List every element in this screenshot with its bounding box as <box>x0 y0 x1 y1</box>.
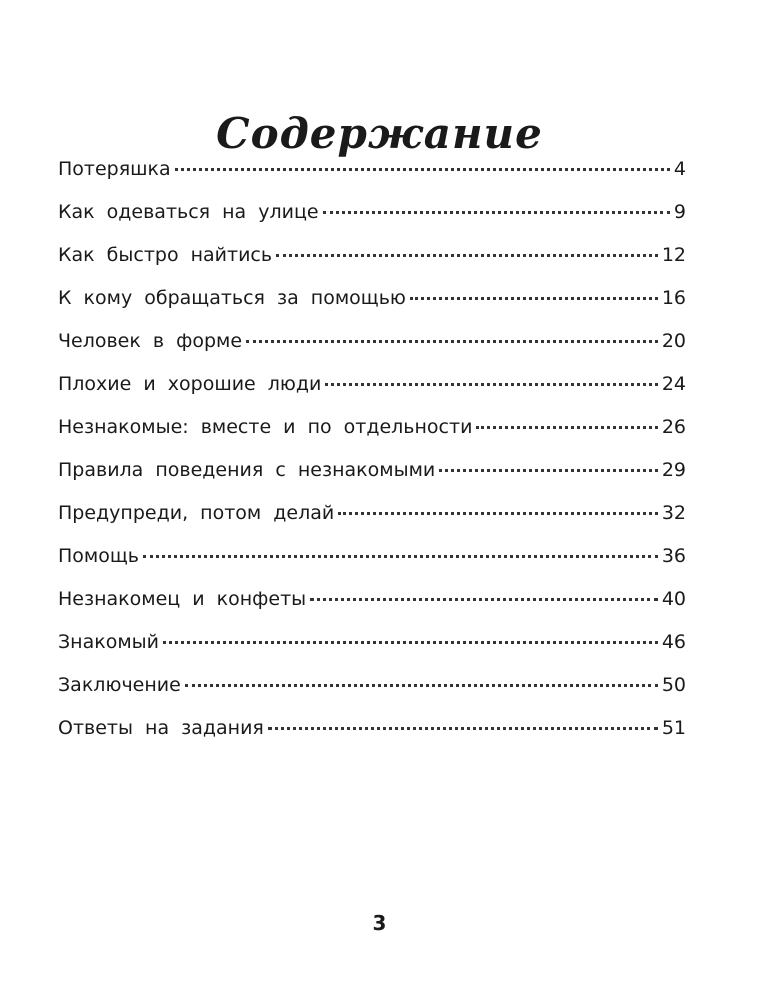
toc-entry <box>58 320 686 363</box>
toc-entry-title: Незнакомец и конфеты <box>58 588 307 610</box>
page-title: Содержание <box>216 109 543 159</box>
toc-entry <box>58 406 686 449</box>
toc-entry <box>58 234 686 277</box>
dot-leader <box>323 211 670 214</box>
toc-entry-page: 36 <box>661 545 686 567</box>
toc-entry-page: 32 <box>661 502 686 524</box>
toc-entry-page: 16 <box>661 287 686 309</box>
toc-entry-page: 40 <box>661 588 686 610</box>
toc-entry-title: Правила поведения с незнакомыми <box>58 459 436 481</box>
dot-leader <box>439 469 658 472</box>
dot-leader <box>476 426 657 429</box>
dot-leader <box>276 254 658 257</box>
toc-entry <box>58 191 686 234</box>
toc-entry-page: 9 <box>673 201 686 223</box>
toc-entry-page: 12 <box>661 244 686 266</box>
toc-entry <box>58 535 686 578</box>
table-of-contents <box>58 148 686 750</box>
toc-entry-page: 29 <box>661 459 686 481</box>
toc-entry <box>58 578 686 621</box>
toc-entry-title: Как одеваться на улице <box>58 201 319 223</box>
toc-entry-page: 50 <box>661 674 686 696</box>
toc-entry-title: Помощь <box>58 545 139 567</box>
toc-entry-page: 4 <box>673 158 686 180</box>
dot-leader <box>410 297 658 300</box>
toc-entry-page: 51 <box>661 717 686 739</box>
toc-entry-title: Ответы на задания <box>58 717 264 739</box>
toc-entry-title: Незнакомые: вместе и по отдельности <box>58 416 473 438</box>
page-number: 3 <box>372 911 387 935</box>
toc-entry-title: Заключение <box>58 674 181 696</box>
toc-entry <box>58 148 686 191</box>
toc-entry <box>58 449 686 492</box>
dot-leader <box>163 641 658 644</box>
toc-entry-page: 26 <box>661 416 686 438</box>
dot-leader <box>268 727 658 730</box>
toc-entry-page: 20 <box>661 330 686 352</box>
dot-leader <box>143 555 658 558</box>
toc-entry-title: Знакомый <box>58 631 160 653</box>
dot-leader <box>175 168 670 171</box>
toc-entry <box>58 621 686 664</box>
toc-entry-title: Плохие и хорошие люди <box>58 373 322 395</box>
toc-entry-title: Потеряшка <box>58 158 171 180</box>
toc-entry <box>58 363 686 406</box>
toc-entry <box>58 277 686 320</box>
toc-entry <box>58 707 686 750</box>
dot-leader <box>185 684 658 687</box>
toc-entry-page: 46 <box>661 631 686 653</box>
toc-entry-title: К кому обращаться за помощью <box>58 287 406 309</box>
toc-entry-title: Как быстро найтись <box>58 244 273 266</box>
toc-entry-title: Предупреди, потом делай <box>58 502 335 524</box>
dot-leader <box>310 598 658 601</box>
dot-leader <box>246 340 658 343</box>
toc-entry <box>58 664 686 707</box>
dot-leader <box>338 512 658 515</box>
toc-entry-title: Человек в форме <box>58 330 243 352</box>
toc-entry-page: 24 <box>661 373 686 395</box>
dot-leader <box>325 383 657 386</box>
toc-entry <box>58 492 686 535</box>
